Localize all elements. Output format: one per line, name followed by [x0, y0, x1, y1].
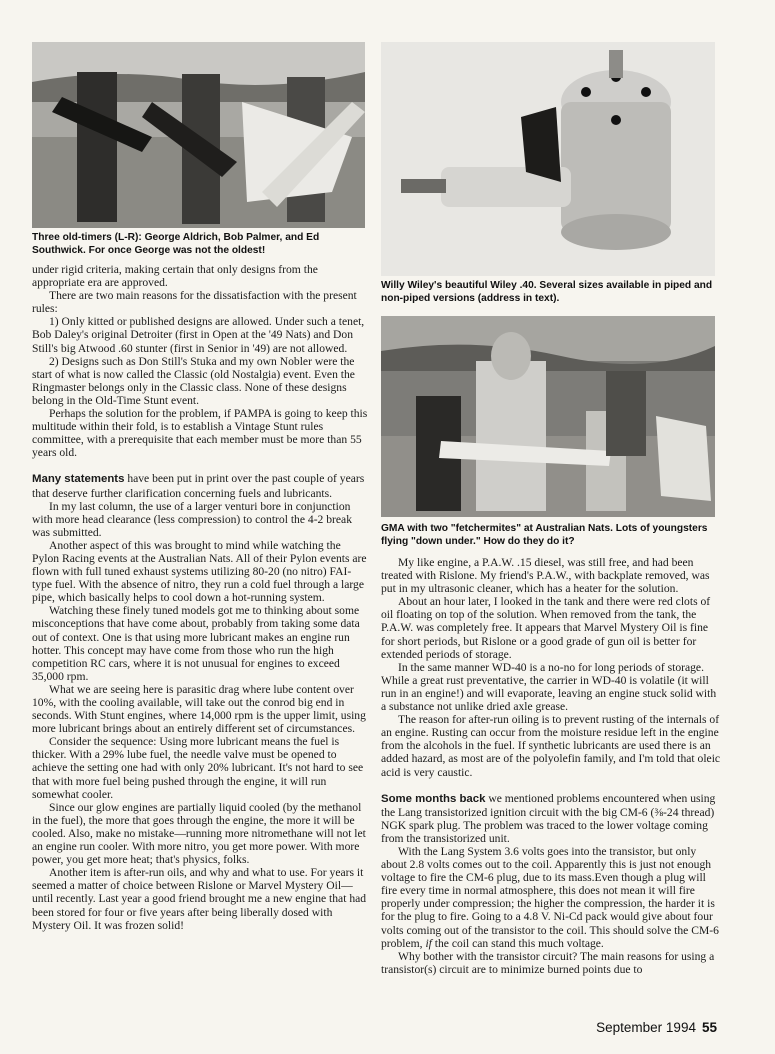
left-column	[32, 263, 370, 932]
paragraph-text: With the Lang System 3.6 volts goes into the transistor, but only about 2.8 volts comes out to the coil. Apparently this is just not enough voltage to fire the CM-6 plug, due to its mass.Even though a plug will fire every time in normal atmosphere, this does not mean it will fire properly under compression; the higher the compression, the harder it is for the plug to fire. Going to a 4.8 V. Ni-Cd pack would give about four volts coming out of the transistor to the coil. This should solve the CM-6 problem,	[381, 844, 719, 950]
paragraph: Consider the sequence: Using more lubricant means the fuel is thicker. With a 29% lube fuel, the needle valve must be opened to achieve the setting one had with only 20% lubricant. It's not hard to see that with more fuel being pushed through the engine, it will run somewhat cooler.	[32, 735, 364, 801]
paragraph: 1) Only kitted or published designs are allowed. Under such a tenet, Bob Daley's original Detroiter (first in Open at the '49 Nats) and Don Still's big Atwood .60 stunter (first in Senior in '49) are not allowed.	[32, 315, 365, 355]
run-in-heading: Many statements	[32, 473, 125, 486]
paragraph: The reason for after-run oiling is to prevent rusting of the internals of an engine. Rusting can occur from the moisture residue left in the engine from the alcohols in the fuel. If synthetic lubricants are used there is an added hazard, as most are of the polyolefin family, and I'm told that oleic acid is very caustic.	[381, 713, 721, 779]
paragraph	[32, 472, 370, 499]
gma-caption: GMA with two "fetchermites" at Australian Nats. Lots of youngsters flying "down under." How do they do it?	[381, 523, 708, 547]
paragraph: Perhaps the solution for the problem, if PAMPA is going to keep this multitude within their fold, is to establish a Vintage Stunt rules committee, with a prerequisite that each member must be more than 55 years old.	[32, 407, 368, 460]
wiley-engine-caption: Willy Wiley's beautiful Wiley .40. Several sizes available in piped and non-piped versions (address in text).	[381, 280, 713, 304]
paragraph: under rigid criteria, making certain that only designs from the appropriate era are approved.	[32, 263, 318, 290]
paragraph: There are two main reasons for the dissatisfaction with the present rules:	[32, 289, 357, 316]
paragraph: My like engine, a P.A.W. .15 diesel, was still free, and had been treated with Rislone. My friend's P.A.W., with backplate removed, was put in my ultrasonic cleaner, which has a heater for the solution.	[381, 556, 710, 596]
paragraph-text: we mentioned problems encountered when using the Lang transistorized ignition circuit with the big CM-6 (⅜-24 thread) NGK spark plug. The problem was traced to the lower voltage coming from the transistorized unit.	[381, 791, 716, 845]
paragraph: What we are seeing here is parasitic drag where lube content over 10%, with the cooling available, will take out the conrod big end in seconds. With Stunt engines, where 14,000 rpm is the upper limit, using more lubricant brings about an entirely different set of circumstances.	[32, 682, 366, 736]
paragraph: In my last column, the use of a larger venturi bore in conjunction with more head clearance (less compression) to control the 4-2 break was submitted.	[32, 499, 352, 539]
paragraph: Another aspect of this was brought to mind while watching the Pylon Racing events at the Australian Nats. All of their Pylon events are flown with full tuned exhaust systems utilizing 80-20 (no nitro) FAI-type fuel. With the absence of nitro, they run a cold fuel through a large pipe, which basically helps to cool down a hot-running system.	[32, 538, 367, 605]
paragraph: Since our glow engines are partially liquid cooled (by the methanol in the fuel), the more that goes through the engine, the more it will be cooled. Also, make no mistake—running more nitromethane will not let an engine run cooler. With more nitro, you get more power. With more power, you get more heat; that's physics, folks.	[32, 800, 366, 867]
italic-word: if	[425, 936, 432, 950]
paragraph: Watching these finely tuned models got me to thinking about some misconceptions that have come about, probably from taking some data out of context. One is that using more lubricant makes an engine run hotter. This concept may have come from those who run the high competition RC cars, where it is not unusual for engines to exceed 35,000 rpm.	[32, 604, 360, 683]
paragraph-text: have been put in print over the past couple of years that deserve further clarification concerning fuels and lubricants.	[32, 472, 365, 500]
page-number: 55	[701, 1020, 717, 1035]
paragraph: About an hour later, I looked in the tank and there were red clots of oil floating on top of the solution. When removed from the tank, the P.A.W. was completely free. It appears that Marvel Mystery Oil is fine for short periods, but Rislone or a good grade of gun oil is better for extended periods of storage.	[381, 595, 711, 661]
paragraph: Why bother with the transistor circuit? The main reasons for using a transistor(s) circuit are to minimize burned points due to	[381, 949, 715, 976]
paragraph	[381, 845, 721, 950]
paragraph: Another item is after-run oils, and why and what to use. For years it seemed a matter of choice between Rislone or Marvel Mystery Oil—until recently. Last year a good friend brought me a new engine that had been stored for four or five years after being liberally dosed with Mystery Oil. It was frozen solid!	[32, 866, 367, 932]
wiley-engine-photo	[381, 42, 715, 276]
oldtimers-caption: Three old-timers (L-R): George Aldrich, Bob Palmer, and Ed Southwick. For once George was not the oldest!	[32, 232, 320, 256]
gma-photo	[381, 316, 715, 517]
right-column	[381, 556, 721, 976]
paragraph: 2) Designs such as Don Still's Stuka and my own Nobler were the start of what is now called the Classic (old Nostalgia) event. Even the Ringmaster belongs only in the Classic class. None of these designs belong in the Old-Time Stunt event.	[32, 354, 355, 407]
page-footer	[596, 1020, 717, 1035]
paragraph-text: the coil can stand this much voltage.	[431, 936, 604, 950]
paragraph	[381, 792, 721, 845]
paragraph: In the same manner WD-40 is a no-no for long periods of storage. While a great rust preventative, the carrier in WD-40 is volatile (it will run in an engine!) and will evaporate, leaving an engine stuck solid with a substance not unlike dried axle grease.	[381, 660, 717, 714]
run-in-heading: Some months back	[381, 792, 486, 805]
oldtimers-photo	[32, 42, 365, 228]
issue-date: September 1994	[596, 1020, 696, 1035]
